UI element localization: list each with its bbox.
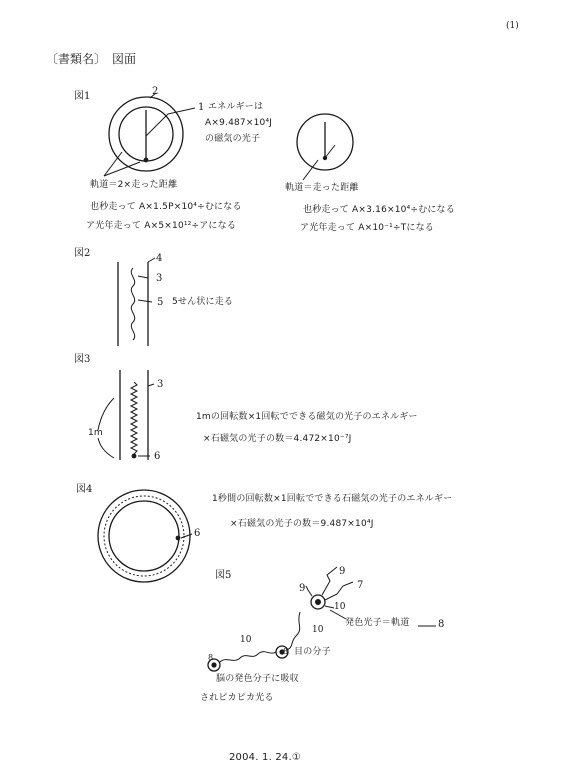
- fig5-caption-line1: 脳の発色分子に吸収: [216, 674, 299, 684]
- fig5-ray-9b: [306, 586, 312, 596]
- fig5-label-10c: 10: [312, 625, 324, 635]
- fig1-orbit-right: 軌道＝走った距離: [285, 183, 359, 193]
- fig4-title: 図4: [76, 484, 93, 495]
- fig3-title: 図3: [74, 354, 91, 365]
- date-stamp: 2004. 1. 24.①: [229, 752, 301, 763]
- fig1-right-line1: 也秒走って A×3.16×10⁴÷むになる: [303, 205, 455, 215]
- fig1-title: 図1: [74, 91, 91, 102]
- fig1-note-line2: A×9.487×10⁴J: [205, 118, 273, 128]
- fig2-label-5: 5: [157, 297, 164, 308]
- fig4-label-6: 6: [194, 528, 201, 539]
- fig3-label-6: 6: [154, 451, 161, 462]
- fig5-title: 図5: [215, 570, 232, 581]
- fig5-label-8b: 8: [283, 647, 289, 656]
- fig4-formula-line2: ×石磁気の光子の数＝9.487×10⁴J: [230, 519, 374, 529]
- fig5-label-10a: 10: [334, 602, 346, 612]
- fig3-formula-line2: ×石磁気の光子の数＝4.472×10⁻⁷J: [203, 434, 352, 444]
- fig2-note: 5せん状に走る: [172, 297, 234, 307]
- fig5-label-9a: 9: [339, 566, 346, 577]
- fig2-title: 図2: [74, 248, 91, 259]
- fig5-label-8a: 8: [208, 653, 214, 662]
- fig5-ray-7: [325, 582, 353, 600]
- fig3-label-3: 3: [157, 379, 164, 390]
- document-label: 〔書類名〕 図面: [46, 52, 137, 66]
- fig5-label-7: 7: [357, 580, 364, 591]
- fig5-wave-bottom: [220, 652, 276, 662]
- fig5-leader-10a: [325, 606, 334, 608]
- fig5-label-orbit: 発色光子＝軌道: [345, 618, 410, 628]
- fig5-label-9b: 9: [299, 583, 306, 594]
- fig1-right-line2: ア光年走って A×10⁻¹÷Tになる: [300, 223, 435, 233]
- fig4-formula-line1: 1秒間の回転数×1回転でできる石磁気の光子のエネルギー: [212, 494, 453, 504]
- page-number: (1): [506, 21, 519, 31]
- fig1-note-line3: の磁気の光子: [205, 134, 261, 144]
- fig1-label-2: 2: [152, 86, 159, 97]
- fig3-formula-line1: 1mの回転数×1回転でできる磁気の光子のエネルギー: [196, 412, 418, 422]
- fig5-label-orbit-num: 8: [438, 619, 445, 630]
- fig2-label-3: 3: [156, 273, 163, 284]
- fig5-ray-9: [322, 567, 337, 595]
- fig1-left-line2: ア光年走って A×5×10¹²÷アになる: [86, 221, 237, 231]
- fig2-label-4: 4: [156, 253, 163, 264]
- fig1-label-1: 1: [198, 102, 205, 113]
- fig5-caption-line2: されピカピカ光る: [200, 693, 274, 703]
- fig3-label-1m: 1m: [88, 428, 103, 438]
- fig1-left-line1: 也秒走って A×1.5P×10⁴÷むになる: [90, 202, 242, 212]
- fig1-orbit-left: 軌道＝2×走った距離: [90, 180, 178, 190]
- fig5-wave-top: [286, 612, 300, 650]
- fig1-note-line1: エネルギーは: [208, 102, 264, 112]
- fig5-molecule-top-core: [315, 599, 321, 605]
- fig5-label-eye: 目の分子: [294, 647, 331, 657]
- fig5-molecule-brain-core: [211, 662, 216, 667]
- fig5-label-10b: 10: [240, 635, 252, 645]
